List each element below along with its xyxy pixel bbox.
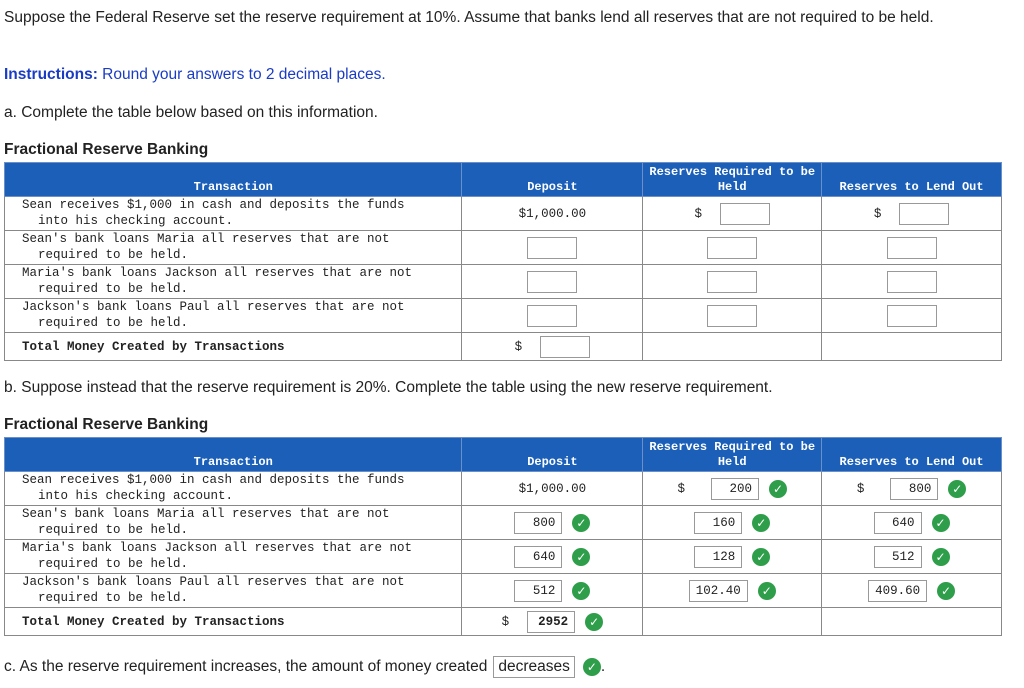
transaction-cell: Jackson's bank loans Paul all reserves that are not required to be held.	[5, 574, 462, 608]
table-b	[4, 437, 1002, 636]
reserves-answer[interactable]: 160	[694, 512, 742, 534]
question-text: Suppose the Federal Reserve set the reserve requirement at 10%. Assume that banks lend all reserves that are not required to be held.	[4, 9, 934, 26]
part-c-prompt: c. As the reserve requirement increases, the amount of money created	[4, 658, 488, 675]
reserves-cell	[643, 299, 822, 333]
total-cell: $	[462, 333, 643, 361]
col-header-transaction: Transaction	[5, 163, 462, 197]
col-header-reserves-required: Reserves Required to be Held	[643, 438, 822, 472]
deposit-answer[interactable]: 512	[514, 580, 562, 602]
transaction-cell: Sean's bank loans Maria all reserves that are not required to be held.	[5, 231, 462, 265]
part-c	[4, 656, 605, 678]
deposit-answer[interactable]: 800	[514, 512, 562, 534]
col-header-deposit: Deposit	[462, 163, 643, 197]
total-row	[5, 608, 1002, 636]
instructions-label: Instructions:	[4, 66, 98, 83]
col-header-deposit: Deposit	[462, 438, 643, 472]
deposit-cell	[462, 299, 643, 333]
transaction-cell: Sean's bank loans Maria all reserves that are not required to be held.	[5, 506, 462, 540]
deposit-cell	[462, 231, 643, 265]
lend-cell	[822, 265, 1002, 299]
part-b-prompt: b. Suppose instead that the reserve requirement is 20%. Complete the table using the new reserve requirement.	[4, 379, 773, 396]
table-row	[5, 197, 1002, 231]
col-header-reserves-required: Reserves Required to be Held	[643, 163, 822, 197]
deposit-cell	[462, 506, 643, 540]
lend-input[interactable]	[887, 237, 937, 259]
table-a	[4, 162, 1002, 361]
check-icon: ✓	[932, 548, 950, 566]
reserves-cell	[643, 265, 822, 299]
table-a-title: Fractional Reserve Banking	[4, 141, 209, 158]
table-row	[5, 506, 1002, 540]
col-header-transaction: Transaction	[5, 438, 462, 472]
transaction-cell: Sean receives $1,000 in cash and deposits the funds into his checking account.	[5, 197, 462, 231]
lend-input[interactable]	[887, 271, 937, 293]
check-icon: ✓	[937, 582, 955, 600]
lend-cell	[822, 231, 1002, 265]
deposit-input[interactable]	[527, 305, 577, 327]
col-header-reserves-lend: Reserves to Lend Out	[822, 438, 1002, 472]
reserves-answer[interactable]: 102.40	[689, 580, 748, 602]
check-icon: ✓	[572, 582, 590, 600]
deposit-cell	[462, 540, 643, 574]
part-c-answer-dropdown[interactable]: decreases	[493, 656, 575, 678]
total-row	[5, 333, 1002, 361]
total-label: Total Money Created by Transactions	[5, 608, 462, 636]
check-icon: ✓	[572, 514, 590, 532]
reserves-input[interactable]	[707, 271, 757, 293]
reserves-cell: $ 200 ✓	[643, 472, 822, 506]
table-row	[5, 574, 1002, 608]
total-label: Total Money Created by Transactions	[5, 333, 462, 361]
lend-input[interactable]	[899, 203, 949, 225]
deposit-input[interactable]	[527, 237, 577, 259]
lend-answer[interactable]: 409.60	[868, 580, 927, 602]
lend-cell	[822, 506, 1002, 540]
reserves-cell	[643, 574, 822, 608]
check-icon: ✓	[583, 658, 601, 676]
lend-cell	[822, 574, 1002, 608]
check-icon: ✓	[769, 480, 787, 498]
table-row	[5, 540, 1002, 574]
check-icon: ✓	[752, 514, 770, 532]
reserves-cell	[643, 506, 822, 540]
total-input[interactable]	[540, 336, 590, 358]
instructions-text: Round your answers to 2 decimal places.	[97, 66, 386, 83]
lend-input[interactable]	[887, 305, 937, 327]
lend-answer[interactable]: 640	[874, 512, 922, 534]
col-header-reserves-lend: Reserves to Lend Out	[822, 163, 1002, 197]
check-icon: ✓	[572, 548, 590, 566]
reserves-input[interactable]	[707, 305, 757, 327]
deposit-value: $1,000.00	[462, 472, 643, 506]
total-answer[interactable]: 2952	[527, 611, 575, 633]
check-icon: ✓	[585, 613, 603, 631]
transaction-cell: Sean receives $1,000 in cash and deposits the funds into his checking account.	[5, 472, 462, 506]
reserves-cell	[643, 231, 822, 265]
table-row	[5, 472, 1002, 506]
transaction-cell: Maria's bank loans Jackson all reserves that are not required to be held.	[5, 540, 462, 574]
lend-cell: $	[822, 197, 1002, 231]
deposit-value: $1,000.00	[462, 197, 643, 231]
part-c-suffix: .	[600, 658, 606, 675]
table-b-title: Fractional Reserve Banking	[4, 416, 209, 433]
deposit-cell	[462, 574, 643, 608]
lend-answer[interactable]: 800	[890, 478, 938, 500]
deposit-answer[interactable]: 640	[514, 546, 562, 568]
reserves-answer[interactable]: 128	[694, 546, 742, 568]
lend-cell	[822, 540, 1002, 574]
reserves-input[interactable]	[720, 203, 770, 225]
instructions	[4, 65, 386, 84]
check-icon: ✓	[932, 514, 950, 532]
transaction-cell: Maria's bank loans Jackson all reserves that are not required to be held.	[5, 265, 462, 299]
total-cell: $ 2952 ✓	[462, 608, 643, 636]
reserves-cell: $	[643, 197, 822, 231]
deposit-input[interactable]	[527, 271, 577, 293]
table-row	[5, 265, 1002, 299]
lend-cell	[822, 299, 1002, 333]
lend-cell: $ 800 ✓	[822, 472, 1002, 506]
table-row	[5, 299, 1002, 333]
deposit-cell	[462, 265, 643, 299]
check-icon: ✓	[758, 582, 776, 600]
table-row	[5, 231, 1002, 265]
lend-answer[interactable]: 512	[874, 546, 922, 568]
transaction-cell: Jackson's bank loans Paul all reserves that are not required to be held.	[5, 299, 462, 333]
check-icon: ✓	[948, 480, 966, 498]
reserves-answer[interactable]: 200	[711, 478, 759, 500]
check-icon: ✓	[752, 548, 770, 566]
part-a-prompt: a. Complete the table below based on this information.	[4, 104, 378, 121]
reserves-cell	[643, 540, 822, 574]
reserves-input[interactable]	[707, 237, 757, 259]
